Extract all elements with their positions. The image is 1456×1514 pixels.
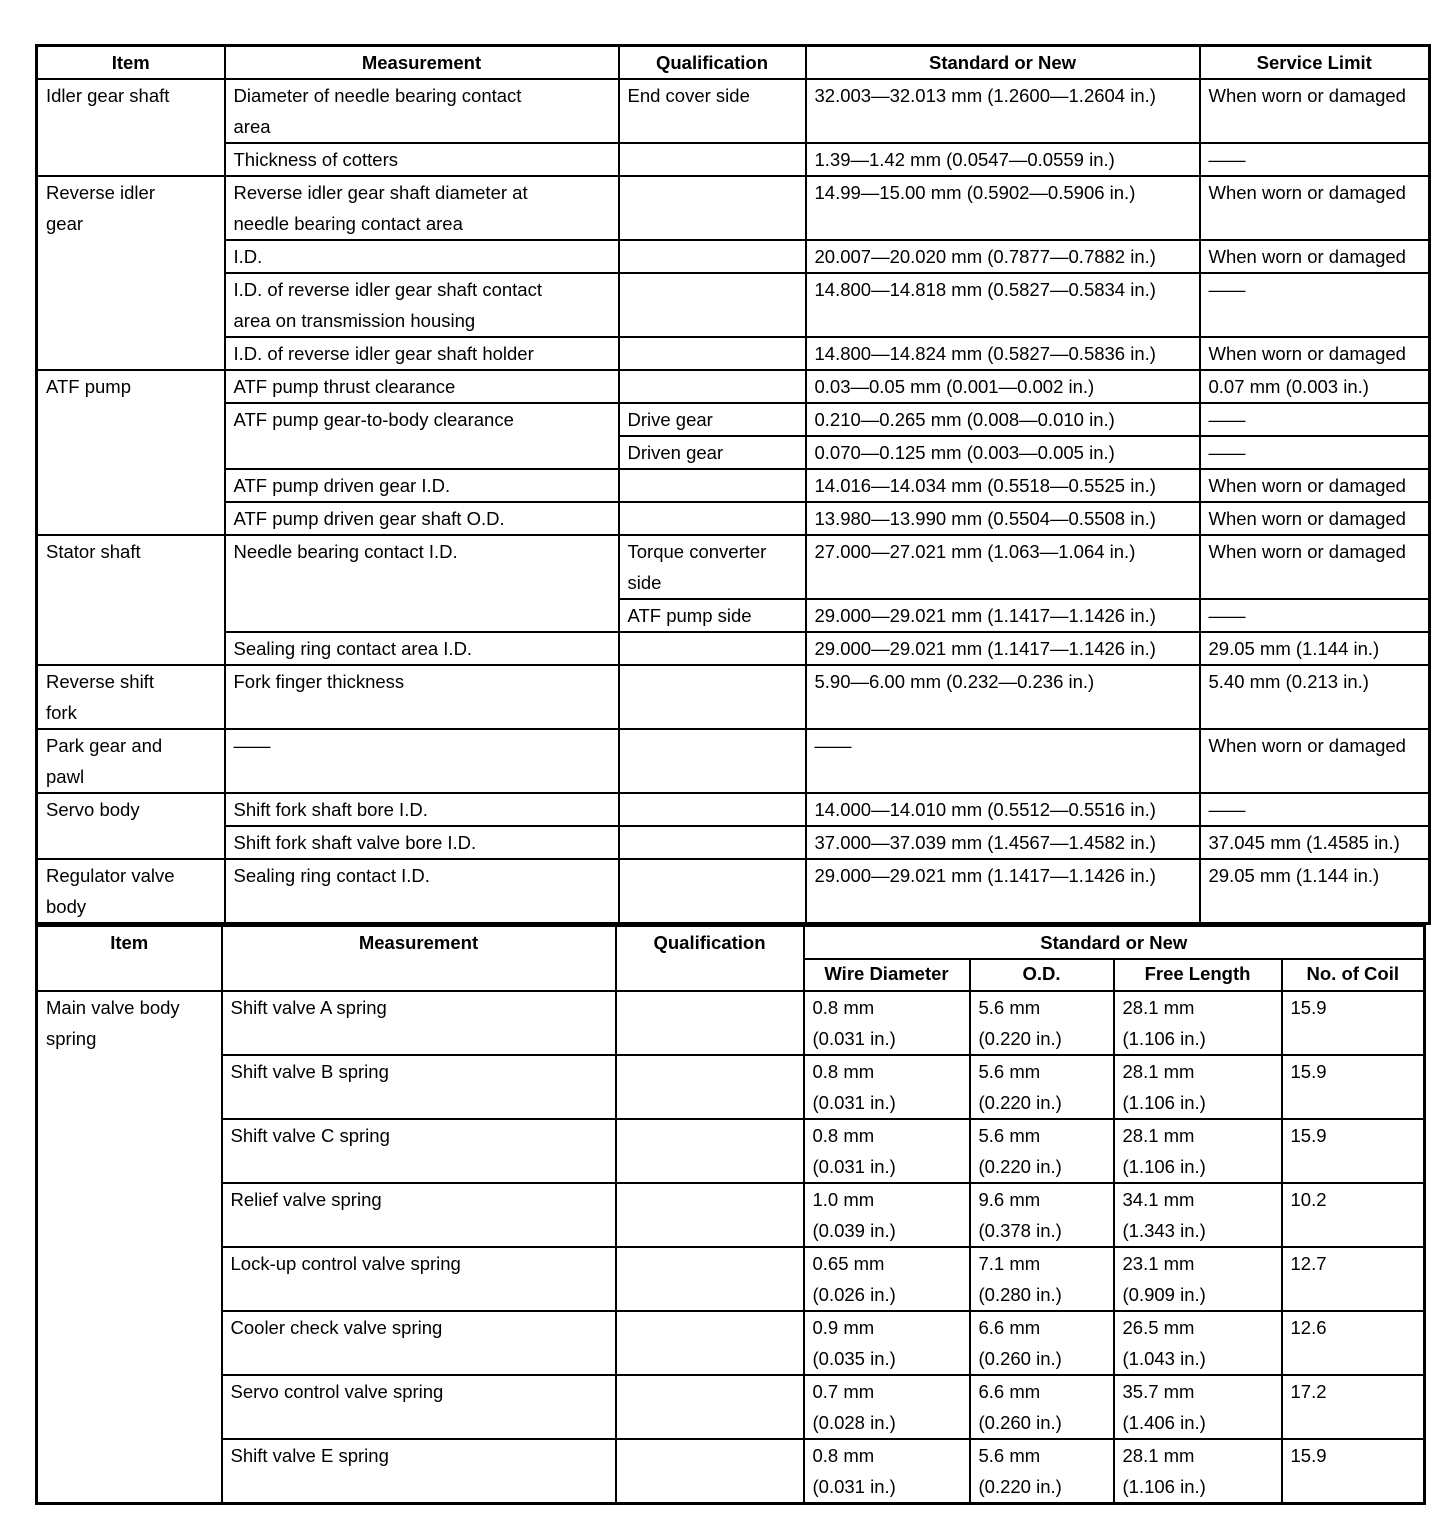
service-limit-cell: ——: [1200, 599, 1430, 632]
coil-count-cell: 15.9: [1282, 991, 1425, 1055]
item-cell: ATF pump: [37, 370, 225, 535]
standard-cell: ——: [806, 729, 1200, 793]
item-cell: Reverse shift fork: [37, 665, 225, 729]
measurement-cell: ATF pump thrust clearance: [225, 370, 619, 403]
measurement-cell: I.D. of reverse idler gear shaft holder: [225, 337, 619, 370]
item-cell: Regulator valve body: [37, 859, 225, 924]
od-cell: 6.6 mm (0.260 in.): [970, 1375, 1114, 1439]
table-row: [37, 370, 1430, 403]
qualification-cell: ATF pump side: [619, 599, 806, 632]
service-limit-cell: 37.045 mm (1.4585 in.): [1200, 826, 1430, 859]
od-cell: 6.6 mm (0.260 in.): [970, 1311, 1114, 1375]
service-limit-cell: When worn or damaged: [1200, 502, 1430, 535]
measurement-cell: Fork finger thickness: [225, 665, 619, 729]
measurement-cell: Sealing ring contact I.D.: [225, 859, 619, 924]
table-row: [37, 240, 1430, 273]
free-length-cell: 23.1 mm (0.909 in.): [1114, 1247, 1282, 1311]
table-row: [37, 1119, 1425, 1183]
standard-cell: 5.90—6.00 mm (0.232—0.236 in.): [806, 665, 1200, 729]
header-row: [37, 926, 1425, 960]
od-cell: 5.6 mm (0.220 in.): [970, 1055, 1114, 1119]
service-limit-cell: When worn or damaged: [1200, 240, 1430, 273]
measurement-cell: Servo control valve spring: [222, 1375, 616, 1439]
table-row: [37, 273, 1430, 337]
service-limit-cell: 29.05 mm (1.144 in.): [1200, 859, 1430, 924]
measurement-cell: Reverse idler gear shaft diameter at needle bearing contact area: [225, 176, 619, 240]
header-qualification: Qualification: [616, 926, 804, 992]
standard-cell: 20.007—20.020 mm (0.7877—0.7882 in.): [806, 240, 1200, 273]
free-length-cell: 28.1 mm (1.106 in.): [1114, 1119, 1282, 1183]
measurement-cell: Shift valve E spring: [222, 1439, 616, 1504]
standard-cell: 14.000—14.010 mm (0.5512—0.5516 in.): [806, 793, 1200, 826]
od-cell: 9.6 mm (0.378 in.): [970, 1183, 1114, 1247]
service-limit-cell: When worn or damaged: [1200, 79, 1430, 143]
service-limit-cell: 5.40 mm (0.213 in.): [1200, 665, 1430, 729]
table-row: [37, 793, 1430, 826]
qualification-cell: [616, 1119, 804, 1183]
qualification-cell: [619, 176, 806, 240]
qualification-cell: [616, 991, 804, 1055]
qualification-cell: [616, 1375, 804, 1439]
header-measurement: Measurement: [222, 926, 616, 992]
measurement-cell: Diameter of needle bearing contact area: [225, 79, 619, 143]
table-row: [37, 403, 1430, 436]
standard-cell: 29.000—29.021 mm (1.1417—1.1426 in.): [806, 599, 1200, 632]
free-length-cell: 34.1 mm (1.343 in.): [1114, 1183, 1282, 1247]
wire-diameter-cell: 0.9 mm (0.035 in.): [804, 1311, 970, 1375]
wire-diameter-cell: 1.0 mm (0.039 in.): [804, 1183, 970, 1247]
coil-count-cell: 15.9: [1282, 1119, 1425, 1183]
free-length-cell: 28.1 mm (1.106 in.): [1114, 1055, 1282, 1119]
standard-cell: 37.000—37.039 mm (1.4567—1.4582 in.): [806, 826, 1200, 859]
service-limit-cell: ——: [1200, 143, 1430, 176]
free-length-cell: 35.7 mm (1.406 in.): [1114, 1375, 1282, 1439]
qualification-cell: [619, 273, 806, 337]
table-row: [37, 1247, 1425, 1311]
qualification-cell: [619, 337, 806, 370]
standard-cell: 29.000—29.021 mm (1.1417—1.1426 in.): [806, 632, 1200, 665]
table-row: [37, 1439, 1425, 1504]
measurement-cell: Cooler check valve spring: [222, 1311, 616, 1375]
standard-cell: 0.210—0.265 mm (0.008—0.010 in.): [806, 403, 1200, 436]
od-cell: 5.6 mm (0.220 in.): [970, 991, 1114, 1055]
qualification-cell: End cover side: [619, 79, 806, 143]
service-limit-cell: ——: [1200, 436, 1430, 469]
header-od: O.D.: [970, 959, 1114, 991]
coil-count-cell: 15.9: [1282, 1055, 1425, 1119]
wire-diameter-cell: 0.8 mm (0.031 in.): [804, 1439, 970, 1504]
od-cell: 5.6 mm (0.220 in.): [970, 1119, 1114, 1183]
header-standard: Standard or New: [806, 46, 1200, 80]
measurement-cell: ——: [225, 729, 619, 793]
od-cell: 7.1 mm (0.280 in.): [970, 1247, 1114, 1311]
measurement-cell: Shift valve B spring: [222, 1055, 616, 1119]
header-qualification: Qualification: [619, 46, 806, 80]
measurement-cell: Needle bearing contact I.D.: [225, 535, 619, 632]
standard-cell: 13.980—13.990 mm (0.5504—0.5508 in.): [806, 502, 1200, 535]
table-row: [37, 859, 1430, 924]
measurement-cell: Lock-up control valve spring: [222, 1247, 616, 1311]
free-length-cell: 28.1 mm (1.106 in.): [1114, 991, 1282, 1055]
qualification-cell: Driven gear: [619, 436, 806, 469]
table-row: [37, 337, 1430, 370]
table-row: [37, 1183, 1425, 1247]
measurement-cell: Shift fork shaft bore I.D.: [225, 793, 619, 826]
wire-diameter-cell: 0.65 mm (0.026 in.): [804, 1247, 970, 1311]
qualification-cell: [619, 632, 806, 665]
table-row: [37, 729, 1430, 793]
wire-diameter-cell: 0.8 mm (0.031 in.): [804, 1119, 970, 1183]
service-limit-cell: When worn or damaged: [1200, 729, 1430, 793]
service-limit-cell: ——: [1200, 273, 1430, 337]
specs-table-main: [35, 44, 1431, 925]
service-limit-cell: ——: [1200, 793, 1430, 826]
qualification-cell: [616, 1439, 804, 1504]
header-item: Item: [37, 926, 222, 992]
item-cell: Main valve body spring: [37, 991, 222, 1504]
service-limit-cell: ——: [1200, 403, 1430, 436]
standard-cell: 14.800—14.818 mm (0.5827—0.5834 in.): [806, 273, 1200, 337]
qualification-cell: [619, 859, 806, 924]
table-row: [37, 632, 1430, 665]
measurement-cell: ATF pump driven gear I.D.: [225, 469, 619, 502]
measurement-cell: ATF pump gear-to-body clearance: [225, 403, 619, 469]
service-limit-cell: When worn or damaged: [1200, 469, 1430, 502]
table-row: [37, 535, 1430, 599]
qualification-cell: [616, 1311, 804, 1375]
table-row: [37, 469, 1430, 502]
qualification-cell: [619, 143, 806, 176]
standard-cell: 0.03—0.05 mm (0.001—0.002 in.): [806, 370, 1200, 403]
standard-cell: 14.016—14.034 mm (0.5518—0.5525 in.): [806, 469, 1200, 502]
item-cell: Idler gear shaft: [37, 79, 225, 176]
standard-cell: 27.000—27.021 mm (1.063—1.064 in.): [806, 535, 1200, 599]
wire-diameter-cell: 0.7 mm (0.028 in.): [804, 1375, 970, 1439]
standard-cell: 0.070—0.125 mm (0.003—0.005 in.): [806, 436, 1200, 469]
coil-count-cell: 17.2: [1282, 1375, 1425, 1439]
qualification-cell: [616, 1183, 804, 1247]
table-row: [37, 502, 1430, 535]
standard-cell: 14.800—14.824 mm (0.5827—0.5836 in.): [806, 337, 1200, 370]
qualification-cell: [619, 240, 806, 273]
measurement-cell: Shift valve A spring: [222, 991, 616, 1055]
qualification-cell: [619, 370, 806, 403]
standard-cell: 29.000—29.021 mm (1.1417—1.1426 in.): [806, 859, 1200, 924]
od-cell: 5.6 mm (0.220 in.): [970, 1439, 1114, 1504]
service-limit-cell: 29.05 mm (1.144 in.): [1200, 632, 1430, 665]
free-length-cell: 28.1 mm (1.106 in.): [1114, 1439, 1282, 1504]
header-free-length: Free Length: [1114, 959, 1282, 991]
standard-cell: 14.99—15.00 mm (0.5902—0.5906 in.): [806, 176, 1200, 240]
coil-count-cell: 10.2: [1282, 1183, 1425, 1247]
header-measurement: Measurement: [225, 46, 619, 80]
coil-count-cell: 15.9: [1282, 1439, 1425, 1504]
table-row: [37, 1311, 1425, 1375]
measurement-cell: I.D. of reverse idler gear shaft contact area on transmission housing: [225, 273, 619, 337]
table-row: [37, 1055, 1425, 1119]
measurement-cell: Shift fork shaft valve bore I.D.: [225, 826, 619, 859]
table-row: [37, 991, 1425, 1055]
table-row: [37, 143, 1430, 176]
wire-diameter-cell: 0.8 mm (0.031 in.): [804, 991, 970, 1055]
service-limit-cell: When worn or damaged: [1200, 535, 1430, 599]
table-row: [37, 79, 1430, 143]
qualification-cell: [619, 502, 806, 535]
qualification-cell: Drive gear: [619, 403, 806, 436]
measurement-cell: Thickness of cotters: [225, 143, 619, 176]
service-limit-cell: When worn or damaged: [1200, 337, 1430, 370]
coil-count-cell: 12.6: [1282, 1311, 1425, 1375]
qualification-cell: [616, 1247, 804, 1311]
header-coil-count: No. of Coil: [1282, 959, 1425, 991]
free-length-cell: 26.5 mm (1.043 in.): [1114, 1311, 1282, 1375]
header-standard-or-new: Standard or New: [804, 926, 1425, 960]
qualification-cell: [616, 1055, 804, 1119]
measurement-cell: I.D.: [225, 240, 619, 273]
standard-cell: 1.39—1.42 mm (0.0547—0.0559 in.): [806, 143, 1200, 176]
wire-diameter-cell: 0.8 mm (0.031 in.): [804, 1055, 970, 1119]
item-cell: Park gear and pawl: [37, 729, 225, 793]
table-row: [37, 826, 1430, 859]
item-cell: Stator shaft: [37, 535, 225, 665]
qualification-cell: [619, 729, 806, 793]
spring-specs-table: [35, 924, 1426, 1505]
qualification-cell: [619, 665, 806, 729]
service-limit-cell: When worn or damaged: [1200, 176, 1430, 240]
header-service-limit: Service Limit: [1200, 46, 1430, 80]
standard-cell: 32.003—32.013 mm (1.2600—1.2604 in.): [806, 79, 1200, 143]
qualification-cell: [619, 469, 806, 502]
header-item: Item: [37, 46, 225, 80]
item-cell: Servo body: [37, 793, 225, 859]
qualification-cell: [619, 793, 806, 826]
table-row: [37, 665, 1430, 729]
measurement-cell: Relief valve spring: [222, 1183, 616, 1247]
measurement-cell: Shift valve C spring: [222, 1119, 616, 1183]
table-row: [37, 176, 1430, 240]
item-cell: Reverse idler gear: [37, 176, 225, 370]
coil-count-cell: 12.7: [1282, 1247, 1425, 1311]
measurement-cell: ATF pump driven gear shaft O.D.: [225, 502, 619, 535]
header-wire-diameter: Wire Diameter: [804, 959, 970, 991]
measurement-cell: Sealing ring contact area I.D.: [225, 632, 619, 665]
table-row: [37, 1375, 1425, 1439]
service-limit-cell: 0.07 mm (0.003 in.): [1200, 370, 1430, 403]
header-row: [37, 46, 1430, 80]
qualification-cell: Torque converter side: [619, 535, 806, 599]
qualification-cell: [619, 826, 806, 859]
